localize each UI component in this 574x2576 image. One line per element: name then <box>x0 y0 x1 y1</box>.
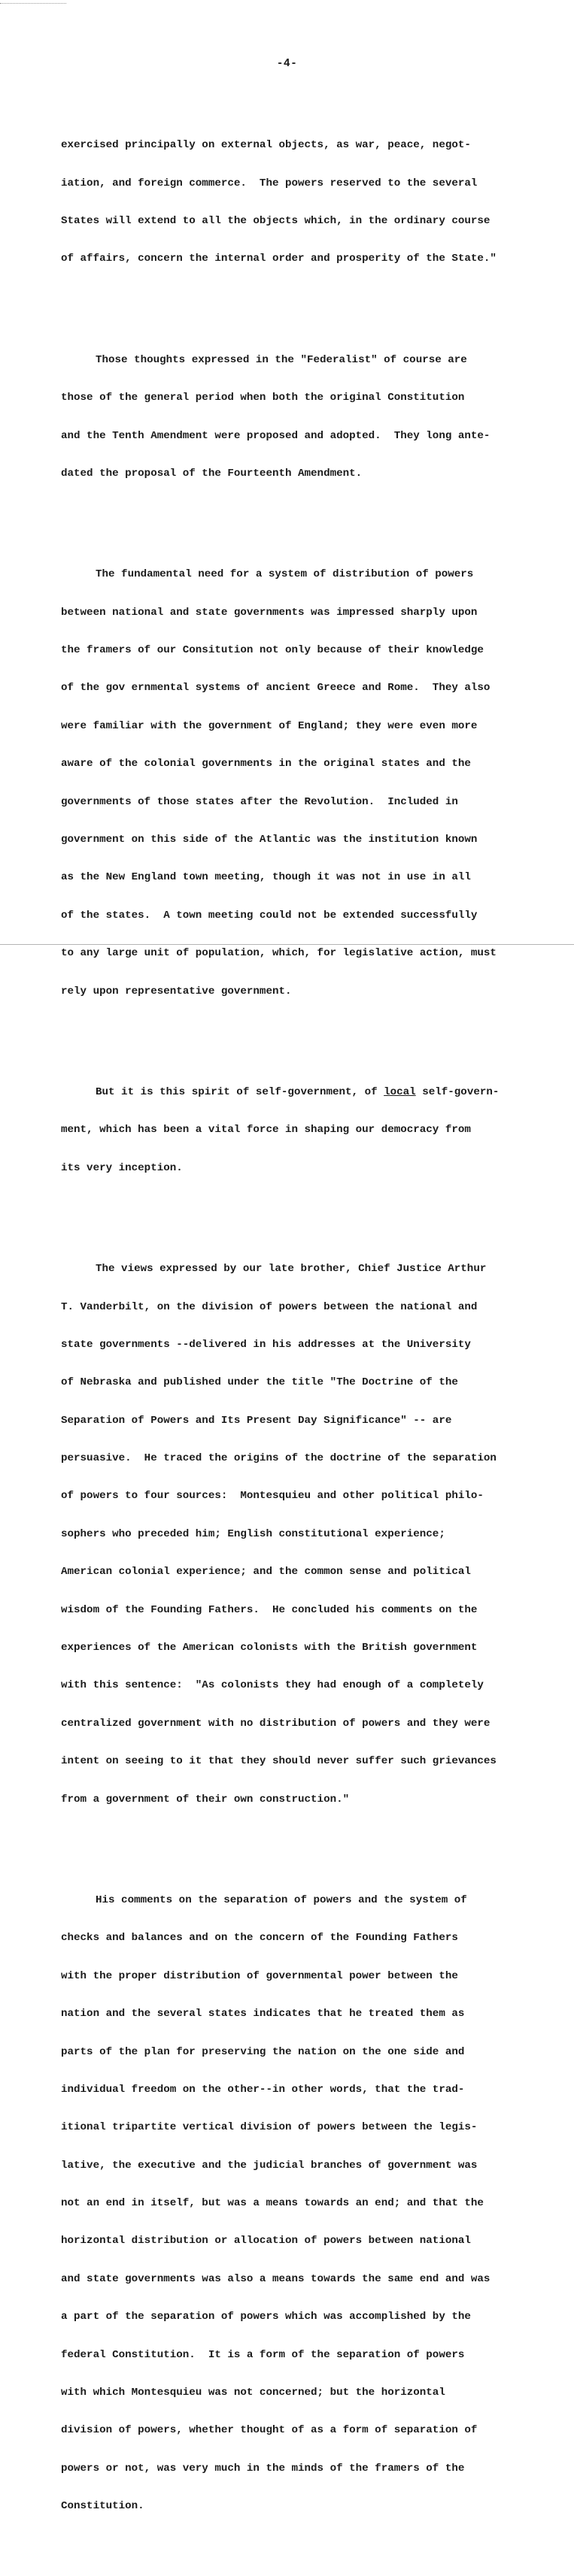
text-line: and state governments was also a means towards the same end and was <box>61 2272 490 2285</box>
text-line: those of the general period when both the original Constitution <box>61 392 465 404</box>
text-line: experiences of the American colonists with the British government <box>61 1642 478 1654</box>
text-line: The fundamental need for a system of distribution of powers <box>96 568 474 581</box>
top-edge-mark <box>0 3 66 4</box>
text-line: parts of the plan for preserving the nation on the one side and <box>61 2045 465 2058</box>
paragraph-5 <box>61 1238 527 1831</box>
text-line-with-underline: But it is this spirit of self-government, of local self-govern- <box>96 1085 500 1098</box>
text-line: horizontal distribution or allocation of powers between national <box>61 2235 471 2248</box>
text-line: States will extend to all the objects which, in the ordinary course <box>61 214 490 227</box>
text-line: aware of the colonial governments in the original states and the <box>61 758 471 770</box>
text-line: governments of those states after the Revolution. Included in <box>61 795 458 808</box>
text-line: with the proper distribution of governmental power between the <box>61 1969 458 1982</box>
text-line: individual freedom on the other--in other words, that the trad- <box>61 2083 465 2096</box>
text-line: Separation of Powers and Its Present Day Significance" -- are <box>61 1414 452 1427</box>
text-line: government on this side of the Atlantic was the institution known <box>61 834 478 846</box>
text-line: of powers to four sources: Montesquieu and other political philo- <box>61 1490 484 1503</box>
text-line: as the New England town meeting, though it was not in use in all <box>61 871 471 884</box>
text-line: T. Vanderbilt, on the division of powers between the national and <box>61 1300 478 1313</box>
text-line: exercised principally on external objects, as war, peace, negot- <box>61 139 471 152</box>
text-line: dated the proposal of the Fourteenth Amendment. <box>61 467 363 480</box>
text-line: of affairs, concern the internal order and prosperity of the State." <box>61 253 497 265</box>
text-line: state governments --delivered in his addresses at the University <box>61 1338 471 1351</box>
text-line: with which Montesquieu was not concerned; but the horizontal <box>61 2387 445 2399</box>
paragraph-1 <box>61 114 527 291</box>
text-line: Constitution. <box>61 2500 144 2513</box>
text-line: American colonial experience; and the common sense and political <box>61 1566 471 1579</box>
text-line: federal Constitution. It is a form of the separation of powers <box>61 2348 465 2361</box>
text-line: of the states. A town meeting could not be extended successfully <box>61 909 478 922</box>
text-line: its very inception. <box>61 1161 183 1174</box>
text-line: between national and state governments was impressed sharply upon <box>61 606 478 619</box>
text-line: of the gov ernmental systems of ancient Greece and Rome. They also <box>61 682 490 695</box>
text-line: lative, the executive and the judicial branches of government was <box>61 2159 478 2172</box>
text-line: division of powers, whether thought of as a form of separation of <box>61 2424 478 2437</box>
paragraph-6 <box>61 1869 527 2538</box>
text-line: iation, and foreign commerce. The powers reserved to the several <box>61 177 478 189</box>
text-line: from a government of their own construction." <box>61 1793 350 1806</box>
text-line: persuasive. He traced the origins of the doctrine of the separation <box>61 1452 497 1465</box>
page-number: -4- <box>276 58 298 70</box>
text-line: were familiar with the government of England; they were even more <box>61 719 478 732</box>
text-line: to any large unit of population, which, for legislative action, must <box>61 947 497 960</box>
text-line: centralized government with no distribution of powers and they were <box>61 1717 490 1730</box>
text-line: intent on seeing to it that they should never suffer such grievances <box>61 1755 497 1768</box>
text-line: His comments on the separation of powers and the system of <box>96 1893 467 1906</box>
text-line: wisdom of the Founding Fathers. He concluded his comments on the <box>61 1603 478 1616</box>
text-line: a part of the separation of powers which was accomplished by the <box>61 2311 471 2323</box>
paragraph-3 <box>61 543 527 1023</box>
text-line: of Nebraska and published under the title "The Doctrine of the <box>61 1376 458 1389</box>
text-line: not an end in itself, but was a means towards an end; and that the <box>61 2197 484 2210</box>
text-line: ment, which has been a vital force in shaping our democracy from <box>61 1124 471 1137</box>
text-line: rely upon representative government. <box>61 985 292 997</box>
text-line: nation and the several states indicates that he treated them as <box>61 2008 465 2021</box>
paragraph-4 <box>61 1061 527 1200</box>
text-line: with this sentence: "As colonists they had enough of a completely <box>61 1679 484 1692</box>
text-line: itional tripartite vertical division of powers between the legis- <box>61 2121 478 2134</box>
body-text <box>61 89 527 2576</box>
text-line: Those thoughts expressed in the "Federalist" of course are <box>96 353 467 366</box>
paragraph-2 <box>61 328 527 505</box>
text-line: the framers of our Consitution not only because of their knowledge <box>61 644 484 657</box>
text-line: powers or not, was very much in the minds of the framers of the <box>61 2462 465 2475</box>
text-line: checks and balances and on the concern of the Founding Fathers <box>61 1932 458 1945</box>
bottom-edge-line <box>0 944 574 945</box>
text-line: and the Tenth Amendment were proposed and adopted. They long ante- <box>61 429 490 442</box>
text-line: sophers who preceded him; English constitutional experience; <box>61 1527 445 1540</box>
underlined-word: local <box>384 1085 416 1098</box>
text-line: The views expressed by our late brother, Chief Justice Arthur <box>96 1263 487 1276</box>
